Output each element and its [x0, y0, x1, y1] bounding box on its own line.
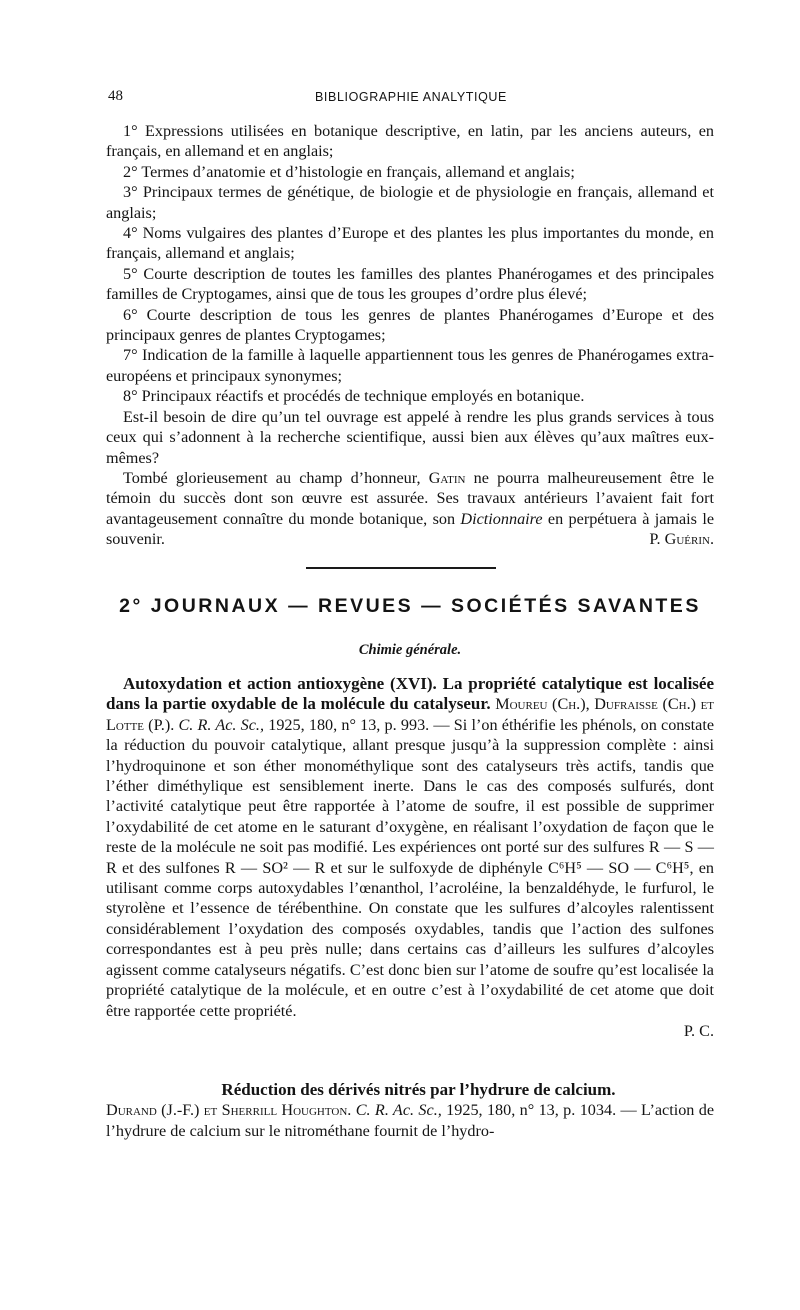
abstract-entry [106, 674, 714, 1041]
review-signature: P. Guérin. [649, 530, 714, 549]
review-text-start: Tombé glorieusement au champ d’honneur, [123, 468, 421, 487]
list-item: 2° Termes d’anatomie et d’histologie en français, allemand et anglais; [123, 162, 575, 181]
entry-authors: Durand (J.-F.) et Sherrill Houghton. [106, 1101, 352, 1120]
list-item: 7° Indication de la famille à laquelle appartiennent tous les genres de Phanérogames extra-européens et principaux synonymes; [106, 346, 714, 385]
review-continuation [106, 121, 714, 550]
list-item: 4° Noms vulgaires des plantes d’Europe et des plantes les plus importantes du monde, en français, allemand et anglais; [106, 224, 714, 263]
list-item: 8° Principaux réactifs et procédés de technique employés en botanique. [123, 387, 585, 406]
abstract-entry [106, 1080, 714, 1141]
entry-body: — Si l’on éthérifie les phénols, on constate la réduction du pouvoir catalytique, allant presque jusqu’à la suppression complète : ainsi l’hydroquinone et son éther monométhylique sont des catalyseurs très actifs, tandis que l’éther diméthylique est sensiblement inerte. Dans le cas des composés sulfurés, dont l’activité catalytique peut être rapportée à l’atome de soufre, il est possible de supprimer l’oxydabilité de cet atome en le saturant d’oxygène, en réalisant l’oxydation de façon que le reste de la molécule ne soit pas modifié. Les expériences ont porté sur des sulfures R — S — R et des sulfones R — SO² — R et sur le sulfoxyde de diphényle C⁶H⁵ — SO — C⁶H⁵, en utilisant comme corps autoxydables l’œnanthol, l’acroléine, la benzaldéhyde, le furfurol, le styrolène et l’essence de térébenthine. On constate que les sulfures d’alcoyles ralentissent considérablement l’oxydation des composés oxydables, tandis que l’action des sulfones correspondantes est à peu près nulle; dans certains cas d’ailleurs les sulfures d’alcoyles agissent comme catalyseurs négatifs. C’est donc bien sur l’atome de soufre qu’est localisée la propriété catalytique de la molécule, et en outre c’est à l’oxydabilité de cet atome que doit être rapportée cette propriété. [106, 715, 715, 1020]
review-paragraph: Est-il besoin de dire qu’un tel ouvrage est appelé à rendre les plus grands services à tous ceux qui s’adonnent à la recherche scientifique, aussi bien aux élèves qu’aux maîtres eux-mêmes? [106, 407, 714, 467]
list-item: 5° Courte description de toutes les familles des plantes Phanérogames et des principales familles de Cryptogames, ainsi que de tous les groupes d’ordre plus élevé; [106, 264, 714, 304]
review-closing-paragraph [106, 468, 714, 550]
list-item: 6° Courte description de tous les genres de plantes Phanérogames d’Europe et des principaux genres de plantes Cryptogames; [106, 305, 714, 345]
subsection-heading: Chimie générale. [358, 642, 462, 658]
entry-title: Réduction des dérivés nitrés par l’hydrure de calcium. [221, 1080, 616, 1099]
running-title: BIBLIOGRAPHIE ANALYTIQUE [315, 90, 507, 104]
section-divider [306, 567, 496, 569]
list-item: 3° Principaux termes de génétique, de biologie et de physiologie en français, allemand et anglais; [106, 183, 714, 222]
entry-signature: P. C. [683, 1021, 714, 1040]
person-name: Gatin [428, 468, 466, 487]
page-header [108, 88, 714, 110]
page-number: 48 [108, 88, 123, 104]
section-heading: 2° JOURNAUX — REVUES — SOCIÉTÉS SAVANTES [119, 595, 701, 617]
entry-citation: 1925, 180, n° 13, p. 993. [268, 715, 430, 734]
abstract-paragraph [106, 674, 714, 1021]
review-text-end: en perpétuera à jamais le souvenir. [106, 509, 715, 549]
entry-body: — L’action de l’hydrure de calcium sur le nitrométhane fournit de l’hydro- [106, 1101, 715, 1140]
journal-name: C. R. Ac. Sc., [355, 1101, 442, 1120]
abstract-paragraph [106, 1100, 714, 1141]
review-text-middle: ne pourra malheureusement être le témoin du succès dont son œuvre est assurée. Ses travaux antérieurs l’avaient fait fort avantageusement connaître du monde botanique, son [106, 468, 715, 528]
list-item: 1° Expressions utilisées en botanique descriptive, en latin, par les anciens auteurs, en français, en allemand et en anglais; [106, 122, 714, 161]
entry-citation: 1925, 180, n° 13, p. 1034. [446, 1101, 617, 1120]
book-title: Dictionnaire [460, 509, 543, 528]
entry-title: Autoxydation et action antioxygène (XVI). La propriété catalytique est localisée dans la partie oxydable de la molécule du catalyseur. [106, 674, 714, 714]
entry-authors: Moureu (Ch.), Dufraisse (Ch.) et Lotte (P.). [106, 695, 715, 734]
journal-name: C. R. Ac. Sc., [178, 715, 265, 734]
